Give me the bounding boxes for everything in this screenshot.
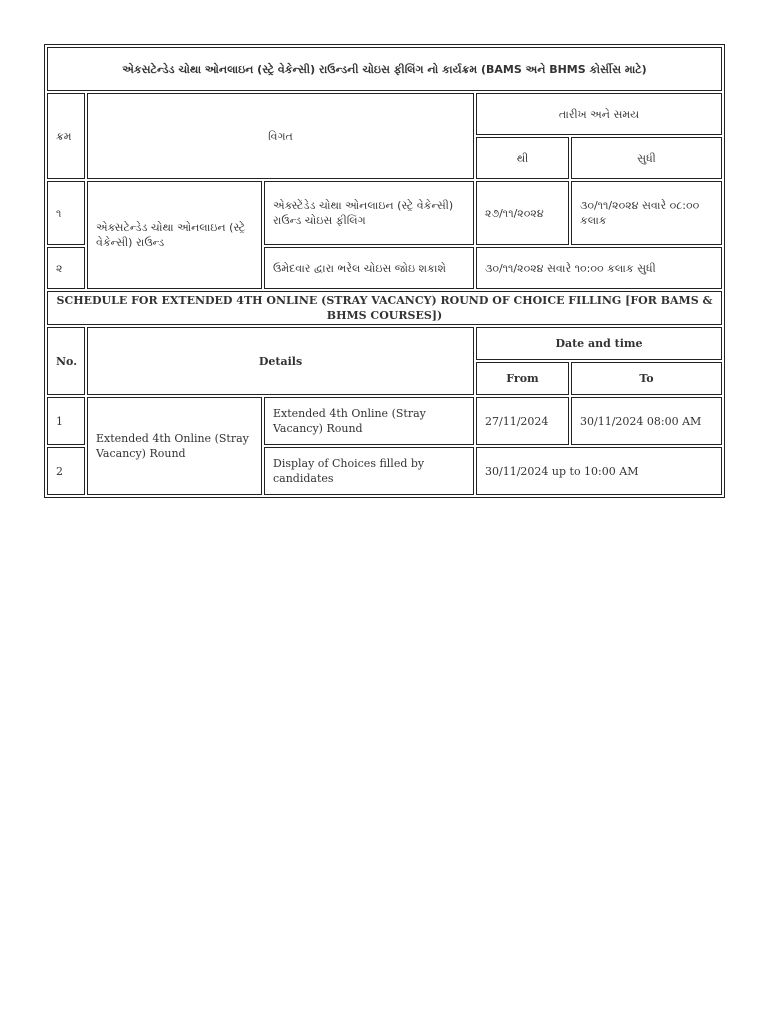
english-header-no: No. xyxy=(47,327,85,395)
gujarati-header-from: થી xyxy=(476,137,569,179)
gujarati-title-row xyxy=(47,47,722,91)
gujarati-row1-no: ૧ xyxy=(47,181,85,245)
english-header-to: To xyxy=(571,362,722,395)
english-row1-to: 30/11/2024 08:00 AM xyxy=(571,397,722,445)
english-group-label: Extended 4th Online (Stray Vacancy) Round xyxy=(87,397,262,495)
gujarati-header-date-time: તારીખ અને સમય xyxy=(476,93,722,135)
english-row1-detail: Extended 4th Online (Stray Vacancy) Round xyxy=(264,397,474,445)
english-header-from: From xyxy=(476,362,569,395)
english-row2-time: 30/11/2024 up to 10:00 AM xyxy=(476,447,722,495)
english-row1-from: 27/11/2024 xyxy=(476,397,569,445)
english-title: SCHEDULE FOR EXTENDED 4TH ONLINE (STRAY VACANCY) ROUND OF CHOICE FILLING [FOR BAMS & BHMS COURSES]) xyxy=(47,291,722,325)
gujarati-row1-detail: એક્સ્ટેંડેડ ચોથા ઓનલાઇન (સ્ટ્રે વેકેન્સી) રાઉન્ડ ચોઇસ ફીલિંગ xyxy=(264,181,474,245)
table-row xyxy=(47,397,722,445)
english-row2-no: 2 xyxy=(47,447,85,495)
gujarati-row2-no: ૨ xyxy=(47,247,85,289)
gujarati-header-details: વિગત xyxy=(87,93,474,179)
gujarati-row2-detail: ઉમેદવાર દ્વારા ભરેલ ચોઇસ જોઇ શકાશે xyxy=(264,247,474,289)
gujarati-row1-from: ૨૭/૧૧/૨૦૨૪ xyxy=(476,181,569,245)
gujarati-header-to: સુધી xyxy=(571,137,722,179)
schedule-document xyxy=(44,44,723,498)
english-header-details: Details xyxy=(87,327,474,395)
gujarati-header-row xyxy=(47,93,722,135)
table-row xyxy=(47,181,722,245)
english-row1-no: 1 xyxy=(47,397,85,445)
english-header-date-time: Date and time xyxy=(476,327,722,360)
schedule-table xyxy=(44,44,725,498)
gujarati-title: એકસટેન્ડેડ ચોથા ઓનલાઇન (સ્ટ્રે વેકેન્સી) રાઉન્ડની ચોઇસ ફીલિંગ નો કાર્યક્રમ (BAMS અને BHMS કોર્સીસ માટે) xyxy=(47,47,722,91)
english-row2-detail: Display of Choices filled by candidates xyxy=(264,447,474,495)
english-title-row xyxy=(47,291,722,325)
gujarati-row1-to: ૩૦/૧૧/૨૦૨૪ સવારે ૦૮:૦૦ કલાક xyxy=(571,181,722,245)
gujarati-group-label: એક્સટેન્ડેડ ચોથા ઓનલાઇન (સ્ટ્રે વેકેન્સી) રાઉન્ડ xyxy=(87,181,262,289)
gujarati-header-no: ક્રમ xyxy=(47,93,85,179)
english-header-row xyxy=(47,327,722,360)
gujarati-row2-time: ૩૦/૧૧/૨૦૨૪ સવારે ૧૦:૦૦ કલાક સુધી xyxy=(476,247,722,289)
